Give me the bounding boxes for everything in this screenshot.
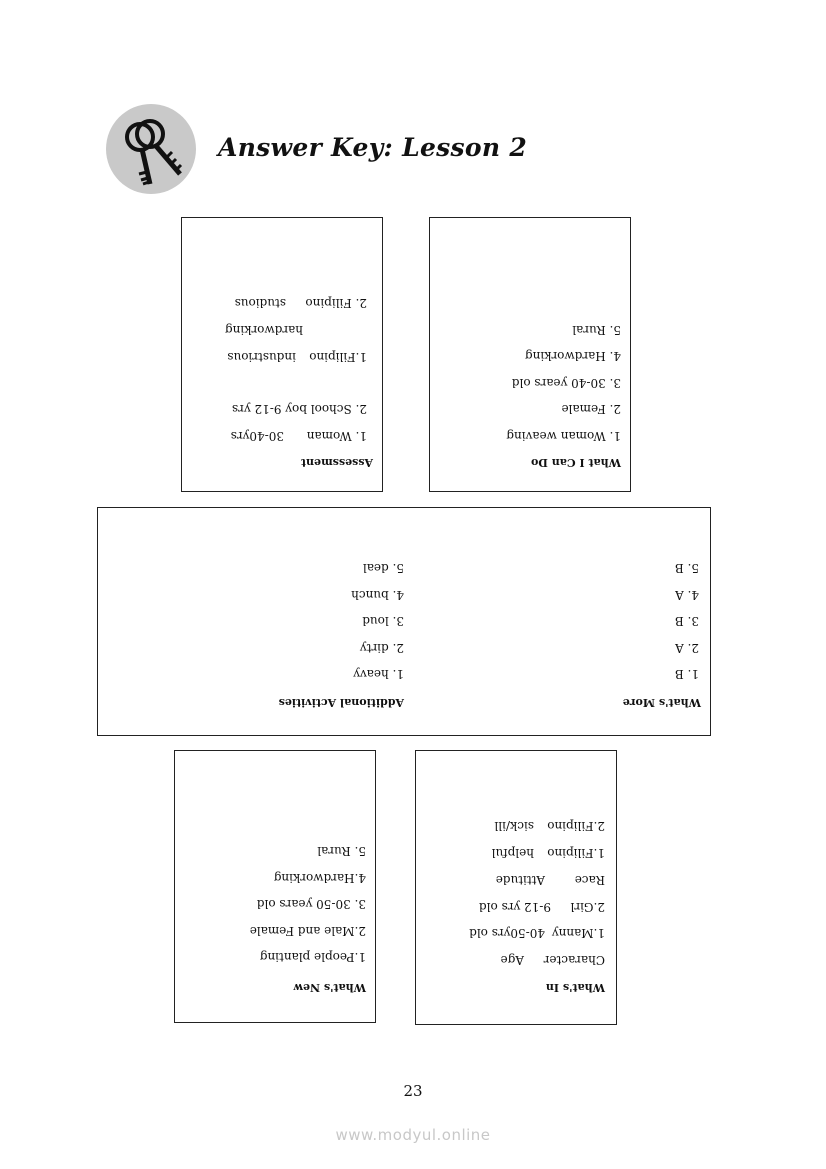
table-cell: 2.Girl xyxy=(570,900,605,914)
list-item: 5. Rural xyxy=(317,844,366,858)
list-item: 1.People planting xyxy=(259,950,366,964)
whats-more-heading: What's More xyxy=(622,696,701,709)
assessment-line: 2. School boy 9-12 yrs xyxy=(232,402,367,416)
assessment-line: 2. Filipino xyxy=(305,296,367,310)
list-item: 3. loud xyxy=(362,614,404,628)
list-item: 5. B xyxy=(674,561,699,575)
keys-icon xyxy=(106,104,196,194)
additional-activities-heading: Additional Activities xyxy=(278,696,404,709)
assessment-line: industrious xyxy=(227,350,296,364)
assessment-line: 30-40yrs xyxy=(230,429,284,443)
list-item: 5. Rural xyxy=(572,323,621,337)
list-item: 1. Woman weaving xyxy=(506,429,621,443)
assessment-line: 1.Filipino xyxy=(309,350,367,364)
table-cell: Age xyxy=(500,953,524,967)
table-cell: Race xyxy=(574,873,605,887)
page-title: Answer Key: Lesson 2 xyxy=(218,133,528,162)
list-item: 3. 30-50 years old xyxy=(256,897,366,911)
table-cell: Attitude xyxy=(495,873,545,887)
page-number: 23 xyxy=(403,1082,423,1100)
table-cell: sick/ill xyxy=(494,819,534,833)
assessment-box xyxy=(181,217,383,492)
whats-new-box xyxy=(174,750,376,1023)
list-item: 2. Female xyxy=(561,402,621,416)
whats-in-box xyxy=(415,750,617,1025)
list-item: 3. 30-40 years old xyxy=(511,376,621,390)
assessment-line: studious xyxy=(234,296,286,310)
table-cell: 40-50yrs old xyxy=(469,926,545,940)
table-cell: Character xyxy=(543,953,605,967)
whats-more-box xyxy=(97,507,711,736)
list-item: 4.Hardworking xyxy=(273,871,366,885)
list-item: 4. bunch xyxy=(351,588,404,602)
list-item: 4. Hardworking xyxy=(524,349,621,363)
list-item: 4. A xyxy=(675,588,699,602)
table-cell: 2.Filipino xyxy=(547,819,605,833)
assessment-heading: Assessment xyxy=(300,456,373,469)
what-i-can-do-box xyxy=(429,217,631,492)
list-item: 2. A xyxy=(675,641,699,655)
whats-in-heading: What's In xyxy=(545,981,605,994)
table-cell: helpful xyxy=(491,846,534,860)
list-item: 2.Male and Female xyxy=(249,924,366,938)
what-i-can-do-heading: What I Can Do xyxy=(531,456,621,469)
watermark: www.modyul.online xyxy=(335,1126,491,1144)
list-item: 1. heavy xyxy=(353,667,404,681)
table-cell: 1.Manny xyxy=(551,926,605,940)
table-cell: 9-12 yrs old xyxy=(478,900,551,914)
list-item: 5. deal xyxy=(362,561,404,575)
assessment-line: hardworking xyxy=(224,323,303,337)
assessment-line: 1. Woman xyxy=(306,429,367,443)
list-item: 1. B xyxy=(674,667,699,681)
table-cell: 1.Filipino xyxy=(547,846,605,860)
whats-new-heading: What's New xyxy=(293,981,366,994)
list-item: 2. dirty xyxy=(359,641,404,655)
list-item: 3. B xyxy=(674,614,699,628)
answer-key-logo xyxy=(106,104,196,194)
